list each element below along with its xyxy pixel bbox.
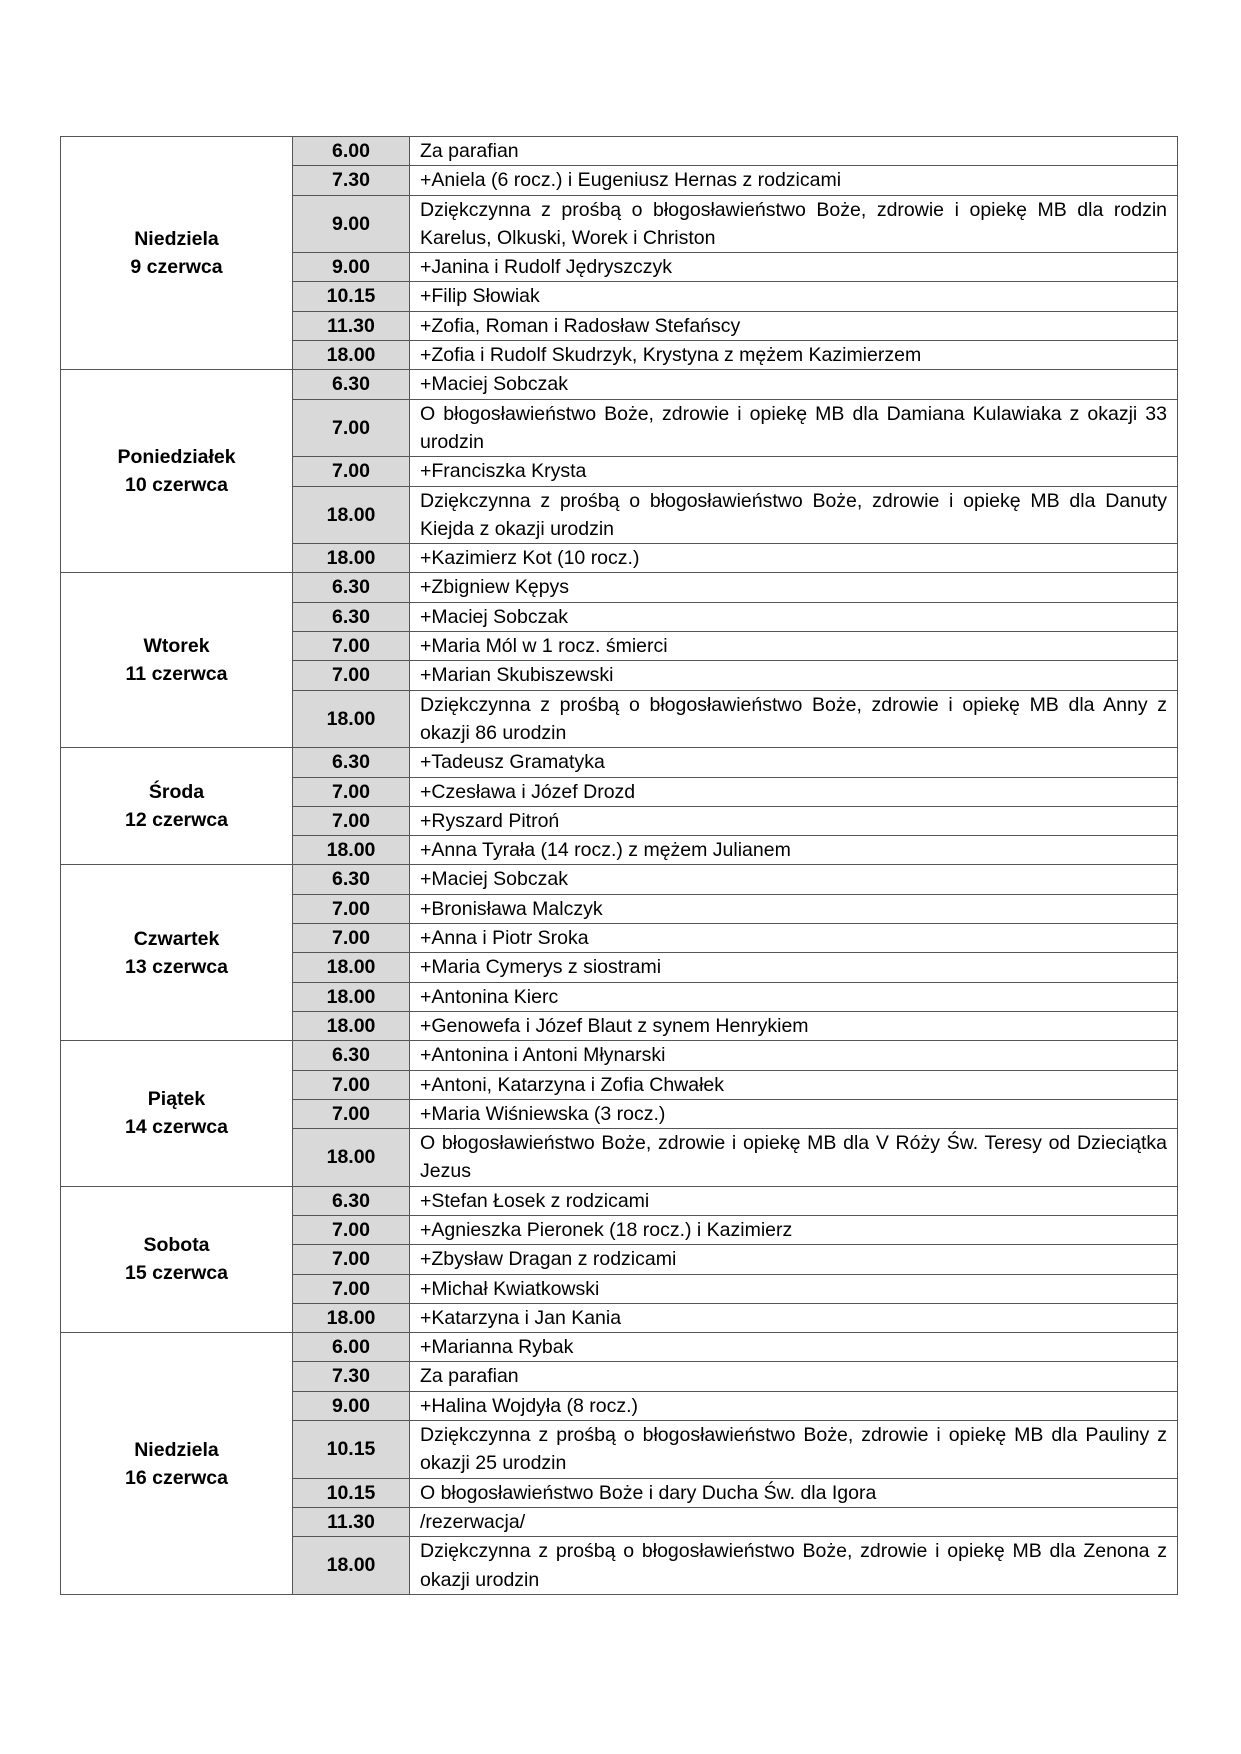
mass-time: 6.30 <box>293 602 410 631</box>
mass-time: 18.00 <box>293 953 410 982</box>
mass-time: 6.30 <box>293 573 410 602</box>
mass-time: 6.30 <box>293 1041 410 1070</box>
mass-time: 7.00 <box>293 1099 410 1128</box>
mass-time: 7.00 <box>293 399 410 457</box>
mass-intention: +Zbigniew Kępys <box>410 573 1178 602</box>
mass-intention: Dziękczynna z prośbą o błogosławieństwo Boże, zdrowie i opiekę MB dla Anny z okazji 86 urodzin <box>410 690 1178 748</box>
mass-intention: +Kazimierz Kot (10 rocz.) <box>410 544 1178 573</box>
mass-time: 7.00 <box>293 777 410 806</box>
mass-time: 18.00 <box>293 1537 410 1595</box>
mass-intention: +Maria Mól w 1 rocz. śmierci <box>410 632 1178 661</box>
mass-intention: O błogosławieństwo Boże, zdrowie i opiekę MB dla Damiana Kulawiaka z okazji 33 urodzin <box>410 399 1178 457</box>
mass-time: 9.00 <box>293 253 410 282</box>
mass-time: 10.15 <box>293 1421 410 1479</box>
mass-time: 6.30 <box>293 1186 410 1215</box>
mass-intention: +Aniela (6 rocz.) i Eugeniusz Hernas z rodzicami <box>410 166 1178 195</box>
day-cell <box>61 748 293 865</box>
mass-time: 11.30 <box>293 311 410 340</box>
mass-intention: +Zofia i Rudolf Skudrzyk, Krystyna z mężem Kazimierzem <box>410 341 1178 370</box>
mass-time: 7.00 <box>293 1215 410 1244</box>
mass-intention: +Czesława i Józef Drozd <box>410 777 1178 806</box>
mass-intention: +Franciszka Krysta <box>410 457 1178 486</box>
mass-intention: Za parafian <box>410 137 1178 166</box>
table-row <box>61 370 1178 399</box>
mass-intention: +Filip Słowiak <box>410 282 1178 311</box>
mass-time: 18.00 <box>293 1129 410 1187</box>
mass-time: 7.00 <box>293 894 410 923</box>
day-cell <box>61 137 293 370</box>
day-cell <box>61 865 293 1041</box>
mass-intention: +Maciej Sobczak <box>410 602 1178 631</box>
day-cell <box>61 370 293 573</box>
mass-intention: +Maria Wiśniewska (3 rocz.) <box>410 1099 1178 1128</box>
mass-time: 7.00 <box>293 1070 410 1099</box>
mass-time: 9.00 <box>293 1391 410 1420</box>
mass-intention: Dziękczynna z prośbą o błogosławieństwo Boże, zdrowie i opiekę MB dla Zenona z okazji urodzin <box>410 1537 1178 1595</box>
mass-intention: +Antoni, Katarzyna i Zofia Chwałek <box>410 1070 1178 1099</box>
mass-intention: +Maciej Sobczak <box>410 370 1178 399</box>
mass-intention: O błogosławieństwo Boże, zdrowie i opiekę MB dla V Róży Św. Teresy od Dzieciątka Jezus <box>410 1129 1178 1187</box>
day-date: 12 czerwca <box>125 809 228 832</box>
mass-time: 6.00 <box>293 1333 410 1362</box>
mass-intention: +Antonina Kierc <box>410 982 1178 1011</box>
mass-intention: Dziękczynna z prośbą o błogosławieństwo Boże, zdrowie i opiekę MB dla Pauliny z okazji 25 urodzin <box>410 1421 1178 1479</box>
mass-intention: +Marian Skubiszewski <box>410 661 1178 690</box>
mass-time: 6.30 <box>293 748 410 777</box>
mass-intention: O błogosławieństwo Boże i dary Ducha Św. dla Igora <box>410 1478 1178 1507</box>
mass-intention: Za parafian <box>410 1362 1178 1391</box>
day-name: Poniedziałek <box>117 446 236 469</box>
mass-intention: Dziękczynna z prośbą o błogosławieństwo Boże, zdrowie i opiekę MB dla Danuty Kiejda z okazji urodzin <box>410 486 1178 544</box>
mass-time: 18.00 <box>293 690 410 748</box>
mass-time: 9.00 <box>293 195 410 253</box>
mass-time: 18.00 <box>293 341 410 370</box>
day-name: Środa <box>148 781 205 804</box>
mass-intention: Dziękczynna z prośbą o błogosławieństwo Boże, zdrowie i opiekę MB dla rodzin Karelus, Olkuski, Worek i Christon <box>410 195 1178 253</box>
day-name: Piątek <box>147 1088 206 1111</box>
day-cell <box>61 1041 293 1186</box>
mass-intention: +Agnieszka Pieronek (18 rocz.) i Kazimierz <box>410 1215 1178 1244</box>
mass-intention: +Anna Tyrała (14 rocz.) z mężem Julianem <box>410 836 1178 865</box>
mass-time: 18.00 <box>293 836 410 865</box>
mass-time: 18.00 <box>293 1011 410 1040</box>
mass-time: 6.30 <box>293 370 410 399</box>
table-row <box>61 137 1178 166</box>
mass-intention: +Ryszard Pitroń <box>410 806 1178 835</box>
mass-intention: +Katarzyna i Jan Kania <box>410 1303 1178 1332</box>
mass-time: 7.00 <box>293 661 410 690</box>
mass-time: 7.00 <box>293 806 410 835</box>
mass-time: 11.30 <box>293 1507 410 1536</box>
table-row <box>61 1333 1178 1362</box>
mass-time: 7.00 <box>293 1245 410 1274</box>
mass-time: 10.15 <box>293 282 410 311</box>
mass-intentions-table <box>60 136 1178 1595</box>
mass-time: 18.00 <box>293 1303 410 1332</box>
day-date: 16 czerwca <box>125 1466 228 1489</box>
day-date: 15 czerwca <box>125 1262 228 1285</box>
table-row <box>61 1041 1178 1070</box>
table-row <box>61 748 1178 777</box>
mass-intention: +Zbysław Dragan z rodzicami <box>410 1245 1178 1274</box>
mass-time: 7.00 <box>293 457 410 486</box>
mass-intention: +Bronisława Malczyk <box>410 894 1178 923</box>
day-cell <box>61 573 293 748</box>
mass-intention: /rezerwacja/ <box>410 1507 1178 1536</box>
day-date: 10 czerwca <box>125 474 228 497</box>
mass-intention: +Tadeusz Gramatyka <box>410 748 1178 777</box>
mass-intention: +Anna i Piotr Sroka <box>410 924 1178 953</box>
mass-intentions-body <box>61 137 1178 1595</box>
mass-intention: +Michał Kwiatkowski <box>410 1274 1178 1303</box>
mass-time: 10.15 <box>293 1478 410 1507</box>
mass-intention: +Antonina i Antoni Młynarski <box>410 1041 1178 1070</box>
day-name: Czwartek <box>133 927 220 950</box>
day-date: 13 czerwca <box>125 955 228 978</box>
table-row <box>61 573 1178 602</box>
table-row <box>61 865 1178 894</box>
table-row <box>61 1186 1178 1215</box>
mass-intention: +Marianna Rybak <box>410 1333 1178 1362</box>
mass-time: 6.00 <box>293 137 410 166</box>
mass-time: 18.00 <box>293 982 410 1011</box>
mass-intention: +Zofia, Roman i Radosław Stefańscy <box>410 311 1178 340</box>
day-date: 14 czerwca <box>125 1116 228 1139</box>
mass-intention: +Halina Wojdyła (8 rocz.) <box>410 1391 1178 1420</box>
day-name: Niedziela <box>134 1438 219 1461</box>
mass-intention: +Stefan Łosek z rodzicami <box>410 1186 1178 1215</box>
mass-time: 7.00 <box>293 1274 410 1303</box>
day-name: Sobota <box>143 1234 210 1257</box>
day-name: Wtorek <box>143 635 210 658</box>
mass-time: 7.30 <box>293 166 410 195</box>
day-cell <box>61 1186 293 1332</box>
day-cell <box>61 1333 293 1595</box>
day-date: 11 czerwca <box>125 663 228 686</box>
mass-time: 7.00 <box>293 924 410 953</box>
day-date: 9 czerwca <box>130 256 223 279</box>
mass-intention: +Genowefa i Józef Blaut z synem Henrykiem <box>410 1011 1178 1040</box>
mass-intention: +Maria Cymerys z siostrami <box>410 953 1178 982</box>
mass-time: 7.30 <box>293 1362 410 1391</box>
day-name: Niedziela <box>134 228 219 251</box>
mass-time: 6.30 <box>293 865 410 894</box>
mass-time: 18.00 <box>293 486 410 544</box>
mass-time: 7.00 <box>293 632 410 661</box>
mass-intention: +Maciej Sobczak <box>410 865 1178 894</box>
mass-intention: +Janina i Rudolf Jędryszczyk <box>410 253 1178 282</box>
mass-time: 18.00 <box>293 544 410 573</box>
